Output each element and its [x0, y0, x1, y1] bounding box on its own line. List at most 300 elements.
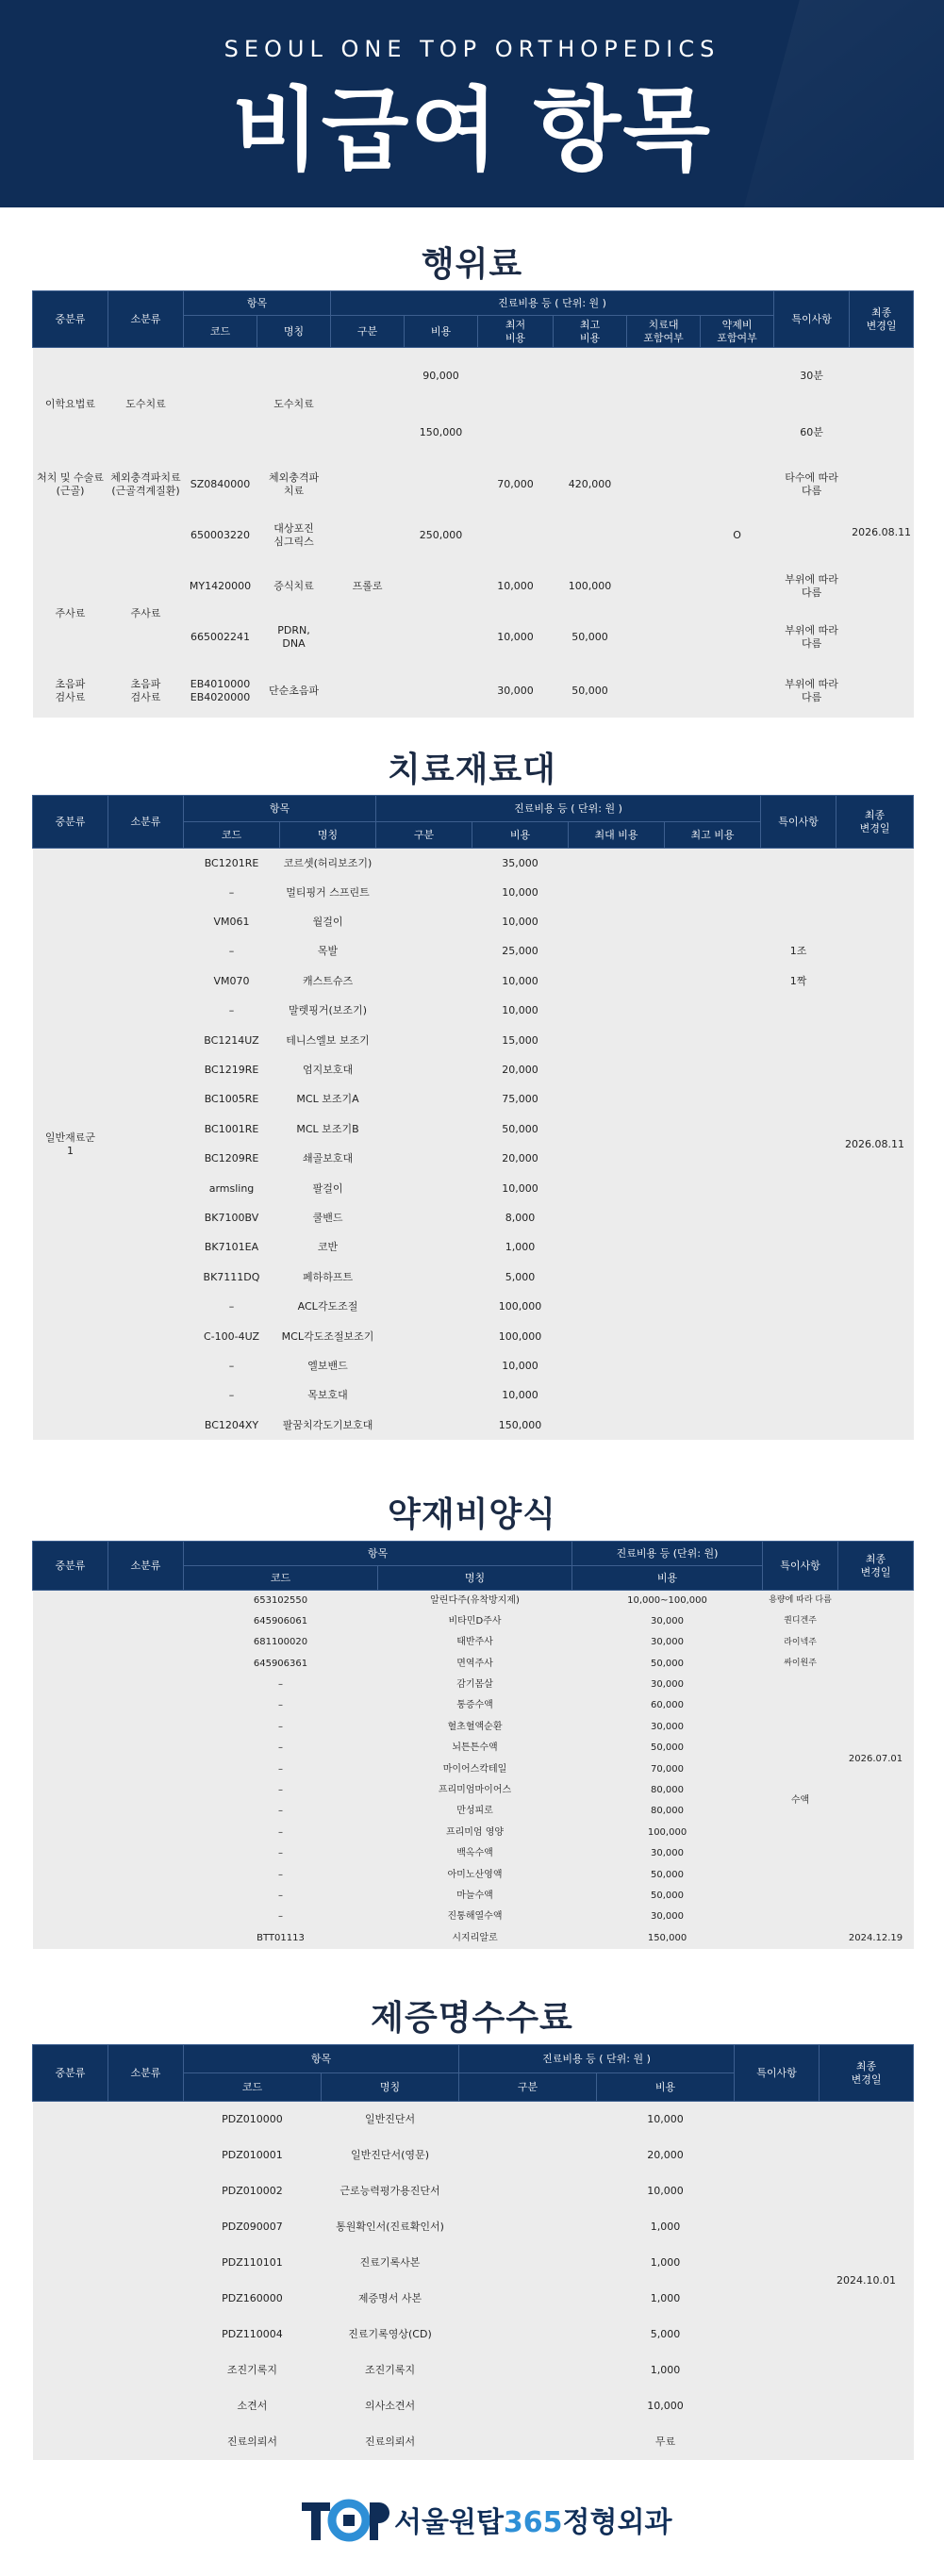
cell-gubun — [376, 1085, 472, 1115]
cell-cost: 80,000 — [572, 1780, 763, 1801]
cell-cost: 10,000 — [472, 966, 569, 996]
cell-code: – — [184, 1865, 378, 1886]
cell-code: – — [184, 1738, 378, 1759]
cell-drug — [701, 348, 774, 405]
col-cost-group: 진료비용 등 ( 단위: 원 ) — [459, 2045, 735, 2073]
cell-code: – — [184, 1780, 378, 1801]
cell-name: 대상포진 심그릭스 — [257, 508, 331, 563]
col-note: 특이사항 — [761, 796, 836, 849]
cell-note: 60분 — [774, 405, 850, 461]
cell-name: MCL각도조절보조기 — [280, 1322, 376, 1351]
cell-note: 용량에 따라 다름 — [763, 1591, 838, 1611]
cell-cost: 10,000 — [472, 1174, 569, 1203]
cell-cost: 30,000 — [572, 1907, 763, 1927]
cell-min-cost — [665, 1381, 761, 1411]
cell-max-cost — [569, 1174, 665, 1203]
cell-code: 650003220 — [184, 508, 257, 563]
cell-gubun — [376, 1233, 472, 1263]
cell-name: MCL 보조기A — [280, 1085, 376, 1115]
cell-gubun — [376, 1174, 472, 1203]
cell-gubun — [331, 461, 405, 508]
cell-name: 진료기록사본 — [322, 2245, 459, 2281]
col-minor: 소분류 — [108, 796, 184, 849]
cell-low: 10,000 — [478, 610, 554, 665]
col-treat: 치료대 포함여부 — [627, 316, 701, 348]
cell-treat — [627, 461, 701, 508]
col-code: 코드 — [184, 2073, 322, 2102]
cell-note: 1짝 — [761, 966, 836, 996]
cell-cost: 50,000 — [572, 1865, 763, 1886]
cell-code: VM070 — [184, 966, 280, 996]
cell-code: – — [184, 1717, 378, 1738]
cell-cost — [405, 563, 478, 610]
cell-code: BC1001RE — [184, 1115, 280, 1144]
cell-code: PDZ010002 — [184, 2173, 322, 2209]
cell-cost: 100,000 — [472, 1292, 569, 1321]
cell-high: 50,000 — [554, 665, 627, 718]
col-high: 최고 비용 — [554, 316, 627, 348]
cell-code: 645906361 — [184, 1654, 378, 1675]
cell-code: BC1209RE — [184, 1144, 280, 1173]
cell-drug — [701, 461, 774, 508]
cell-gubun — [376, 966, 472, 996]
cell-code: PDZ160000 — [184, 2281, 322, 2317]
section-title-procedure: 행위료 — [421, 245, 523, 284]
cell-cost: 15,000 — [472, 1026, 569, 1055]
table-row — [33, 461, 914, 508]
cell-note: 라이넥주 — [763, 1632, 838, 1653]
col-major: 중분류 — [33, 2045, 108, 2102]
cell-note: 1조 — [761, 937, 836, 966]
cell-max-cost — [569, 1085, 665, 1115]
cell-name: 팔걸이 — [280, 1174, 376, 1203]
col-note: 특이사항 — [763, 1542, 838, 1591]
cell-gubun — [376, 1263, 472, 1292]
table-row — [33, 348, 914, 405]
cell-high: 50,000 — [554, 610, 627, 665]
col-code: 코드 — [184, 316, 257, 348]
cell-name: 프리미엄 영양 — [378, 1823, 572, 1843]
cell-cost: 250,000 — [405, 508, 478, 563]
col-item: 항목 — [184, 1542, 572, 1566]
col-cost-group: 진료비용 등 ( 단위: 원 ) — [331, 291, 774, 316]
cell-gubun — [459, 2209, 597, 2245]
cell-cost: 100,000 — [572, 1823, 763, 1843]
cell-cost: 1,000 — [597, 2245, 735, 2281]
cell-cost: 8,000 — [472, 1203, 569, 1232]
cell-max-cost — [569, 966, 665, 996]
cell-name: 아미노산영액 — [378, 1865, 572, 1886]
cell-gubun — [459, 2424, 597, 2460]
cell-name: 마늘수액 — [378, 1886, 572, 1907]
cell-code: BC1219RE — [184, 1055, 280, 1084]
col-gubun: 구분 — [331, 316, 405, 348]
cell-name: 태반주사 — [378, 1632, 572, 1653]
col-code: 코드 — [184, 822, 280, 849]
cell-treat — [627, 348, 701, 405]
cell-code: BC1201RE — [184, 849, 280, 878]
cell-note: 30분 — [774, 348, 850, 405]
col-item: 항목 — [184, 796, 376, 822]
cell-minor: 주사료 — [108, 563, 184, 665]
cell-gubun — [376, 1203, 472, 1232]
cell-note: 부위에 따라 다름 — [774, 610, 850, 665]
cell-gubun — [376, 1055, 472, 1084]
cell-cost: 50,000 — [572, 1886, 763, 1907]
cell-note — [763, 1928, 838, 1949]
cell-gubun — [331, 610, 405, 665]
cell-note: 수액 — [763, 1675, 838, 1928]
cell-cost: 5,000 — [472, 1263, 569, 1292]
cell-cost: 20,000 — [472, 1055, 569, 1084]
cell-cost: 150,000 — [405, 405, 478, 461]
cell-major: 처치 및 수술료 (근골) — [33, 461, 108, 508]
procedure-fee-table — [32, 290, 914, 718]
cell-name: 쇄골보호대 — [280, 1144, 376, 1173]
col-changed: 최종 변경일 — [838, 1542, 914, 1591]
cell-code: 조진기록지 — [184, 2353, 322, 2388]
cell-low: 70,000 — [478, 461, 554, 508]
cell-name: 말렛핑거(보조기) — [280, 996, 376, 1025]
col-gubun: 구분 — [459, 2073, 597, 2102]
cell-minor — [108, 1591, 184, 1950]
cell-code: – — [184, 1759, 378, 1780]
col-cost: 비용 — [405, 316, 478, 348]
cell-gubun — [459, 2388, 597, 2424]
cell-high: 100,000 — [554, 563, 627, 610]
col-max-cost: 최대 비용 — [569, 822, 665, 849]
cell-gubun — [376, 937, 472, 966]
cell-major: 초음파 검사료 — [33, 665, 108, 718]
cell-code: BK7101EA — [184, 1233, 280, 1263]
cell-min-cost — [665, 1203, 761, 1232]
cell-treat — [627, 610, 701, 665]
cell-gubun — [331, 348, 405, 461]
cell-cost: 10,000 — [472, 878, 569, 907]
cell-name: 혈초혈액순환 — [378, 1717, 572, 1738]
cell-name: 단순초음파 — [257, 665, 331, 718]
cell-note — [761, 1233, 836, 1263]
cell-gubun — [376, 907, 472, 936]
cell-name: 코반 — [280, 1233, 376, 1263]
cell-code: BC1005RE — [184, 1085, 280, 1115]
cell-cost: 1,000 — [597, 2353, 735, 2388]
col-name: 명칭 — [280, 822, 376, 849]
cell-name: 진료의뢰서 — [322, 2424, 459, 2460]
brand-number: 365 — [503, 2506, 563, 2539]
cell-name: 멀티핑거 스프린트 — [280, 878, 376, 907]
cell-treat — [627, 563, 701, 610]
cell-note: 부위에 따라 다름 — [774, 563, 850, 610]
cell-name: 페하하프트 — [280, 1263, 376, 1292]
cell-cost: 10,000 — [472, 1351, 569, 1380]
cell-max-cost — [569, 1144, 665, 1173]
cell-gubun — [376, 1292, 472, 1321]
cell-max-cost — [569, 1115, 665, 1144]
col-cost: 비용 — [572, 1566, 763, 1591]
cell-minor — [108, 849, 184, 1441]
cell-name: MCL 보조기B — [280, 1115, 376, 1144]
cell-cost: 150,000 — [572, 1928, 763, 1949]
cell-name: 증식치료 — [257, 563, 331, 610]
cell-min-cost — [665, 1115, 761, 1144]
section-title-drugs: 약재비양식 — [388, 1495, 556, 1534]
cell-high: 420,000 — [554, 461, 627, 508]
cell-cost: 1,000 — [597, 2281, 735, 2317]
cell-cost: 50,000 — [572, 1654, 763, 1675]
col-minor: 소분류 — [108, 291, 184, 348]
cell-high — [554, 405, 627, 461]
cell-name: 진료기록영상(CD) — [322, 2317, 459, 2353]
table-row — [33, 563, 914, 610]
cell-gubun — [376, 1026, 472, 1055]
cell-note: 부위에 따라 다름 — [774, 665, 850, 718]
cell-code: PDZ010000 — [184, 2102, 322, 2138]
cell-gubun — [459, 2317, 597, 2353]
cell-min-cost — [665, 1233, 761, 1263]
cell-max-cost — [569, 937, 665, 966]
drug-table — [32, 1541, 914, 1949]
cell-name: 체외충격파 치료 — [257, 461, 331, 508]
cell-max-cost — [569, 1026, 665, 1055]
cell-high — [554, 508, 627, 563]
cell-name: 만성피로 — [378, 1801, 572, 1822]
col-item: 항목 — [184, 2045, 459, 2073]
cell-gubun — [459, 2102, 597, 2138]
cell-low — [478, 508, 554, 563]
cell-min-cost — [665, 849, 761, 878]
cell-max-cost — [569, 1233, 665, 1263]
cell-min-cost — [665, 937, 761, 966]
cell-code: PDZ010001 — [184, 2138, 322, 2173]
col-item: 항목 — [184, 291, 331, 316]
col-minor: 소분류 — [108, 2045, 184, 2102]
cell-gubun — [331, 665, 405, 718]
cell-gubun — [459, 2138, 597, 2173]
col-gubun: 구분 — [376, 822, 472, 849]
cell-gubun — [376, 1411, 472, 1440]
cell-minor — [108, 508, 184, 563]
cell-note — [761, 1115, 836, 1144]
cell-changed: 2024.10.01 — [820, 2102, 914, 2460]
cell-gubun — [376, 1144, 472, 1173]
cell-code: – — [184, 1886, 378, 1907]
cell-low — [478, 348, 554, 405]
footer — [0, 2485, 944, 2551]
cell-major: 주사료 — [33, 563, 108, 665]
cell-name: 감기몸살 — [378, 1675, 572, 1695]
certificate-fee-table — [32, 2044, 914, 2460]
cell-note — [761, 1292, 836, 1321]
col-major: 중분류 — [33, 291, 108, 348]
cell-max-cost — [569, 1203, 665, 1232]
col-changed: 최종 변경일 — [850, 291, 914, 348]
header-title: 비급여 항목 — [231, 77, 713, 183]
cell-max-cost — [569, 878, 665, 907]
cell-note — [761, 1411, 836, 1440]
cell-note — [761, 907, 836, 936]
cell-cost: 75,000 — [472, 1085, 569, 1115]
header-subtitle: SEOUL ONE TOP ORTHOPEDICS — [224, 36, 720, 62]
cell-cost: 30,000 — [572, 1632, 763, 1653]
cell-drug — [701, 665, 774, 718]
cell-cost: 90,000 — [405, 348, 478, 405]
cell-name: 근로능력평가용진단서 — [322, 2173, 459, 2209]
cell-cost: 50,000 — [472, 1115, 569, 1144]
cell-note — [761, 1085, 836, 1115]
cell-code: EB4010000 EB4020000 — [184, 665, 257, 718]
col-name: 명칭 — [378, 1566, 572, 1591]
materials-table — [32, 795, 914, 1440]
cell-note — [761, 996, 836, 1025]
cell-name: 조진기록지 — [322, 2353, 459, 2388]
cell-name: ACL각도조절 — [280, 1292, 376, 1321]
cell-code: – — [184, 1381, 280, 1411]
cell-name: 백옥수액 — [378, 1843, 572, 1864]
cell-min-cost — [665, 878, 761, 907]
cell-note — [761, 1381, 836, 1411]
cell-name: 통증수액 — [378, 1695, 572, 1716]
cell-min-cost — [665, 1263, 761, 1292]
cell-code — [184, 348, 257, 461]
cell-code: – — [184, 1351, 280, 1380]
cell-cost — [405, 665, 478, 718]
cell-note — [761, 1322, 836, 1351]
cell-code: – — [184, 937, 280, 966]
cell-major: 일반재료군 1 — [33, 849, 108, 1441]
cell-max-cost — [569, 849, 665, 878]
cell-major — [33, 2102, 108, 2460]
cell-minor: 초음파 검사료 — [108, 665, 184, 718]
cell-changed: 2024.12.19 — [838, 1928, 914, 1949]
cell-low: 30,000 — [478, 665, 554, 718]
cell-name: 코르셋(허리보조기) — [280, 849, 376, 878]
cell-code: BC1204XY — [184, 1411, 280, 1440]
cell-name: 알린다주(유착방지제) — [378, 1591, 572, 1611]
cell-name: 의사소견서 — [322, 2388, 459, 2424]
cell-cost: 30,000 — [572, 1611, 763, 1632]
cell-gubun — [459, 2245, 597, 2281]
table-row — [33, 1591, 914, 1611]
cell-code: – — [184, 1292, 280, 1321]
cell-code: – — [184, 1695, 378, 1716]
cell-note — [761, 1174, 836, 1203]
cell-name: 월걸이 — [280, 907, 376, 936]
col-name: 명칭 — [257, 316, 331, 348]
cell-max-cost — [569, 1411, 665, 1440]
cell-cost: 30,000 — [572, 1843, 763, 1864]
cell-note — [761, 1026, 836, 1055]
cell-treat — [627, 405, 701, 461]
hospital-brand-name — [394, 2499, 671, 2540]
cell-min-cost — [665, 907, 761, 936]
cell-name: 면역주사 — [378, 1654, 572, 1675]
col-code: 코드 — [184, 1566, 378, 1591]
cell-code: – — [184, 1907, 378, 1927]
cell-min-cost — [665, 966, 761, 996]
col-cost: 비용 — [597, 2073, 735, 2102]
cell-code: BTT01113 — [184, 1928, 378, 1949]
col-major: 중분류 — [33, 1542, 108, 1591]
cell-max-cost — [569, 996, 665, 1025]
cell-note: 싸이원주 — [763, 1654, 838, 1675]
cell-max-cost — [569, 1351, 665, 1380]
cell-min-cost — [665, 1351, 761, 1380]
cell-name: 목발 — [280, 937, 376, 966]
cell-note — [761, 1144, 836, 1173]
cell-name: 시지리알로 — [378, 1928, 572, 1949]
cell-name: 뇌튼튼수액 — [378, 1738, 572, 1759]
cell-note — [761, 1263, 836, 1292]
cell-code: – — [184, 1843, 378, 1864]
cell-min-cost — [665, 1292, 761, 1321]
cell-gubun — [376, 1322, 472, 1351]
cell-code: 진료의뢰서 — [184, 2424, 322, 2460]
cell-max-cost — [569, 1381, 665, 1411]
cell-name: 프리미엄마이어스 — [378, 1780, 572, 1801]
cell-name: 비타민D주사 — [378, 1611, 572, 1632]
cell-note — [761, 1055, 836, 1084]
cell-minor — [108, 2102, 184, 2460]
col-low: 최저 비용 — [478, 316, 554, 348]
cell-note — [761, 878, 836, 907]
cell-note — [774, 508, 850, 563]
cell-cost: 1,000 — [472, 1233, 569, 1263]
cell-max-cost — [569, 1263, 665, 1292]
section-title-materials: 치료재료대 — [388, 751, 556, 789]
cell-gubun — [459, 2353, 597, 2388]
cell-name: 엘보밴드 — [280, 1351, 376, 1380]
table-row — [33, 2102, 914, 2138]
col-changed: 최종 변경일 — [820, 2045, 914, 2102]
cell-drug — [701, 405, 774, 461]
cell-min-cost — [665, 1055, 761, 1084]
cell-code: C-100-4UZ — [184, 1322, 280, 1351]
cell-cost: 10,000 — [472, 996, 569, 1025]
cell-code: 681100020 — [184, 1632, 378, 1653]
col-cost-group: 진료비용 등 ( 단위: 원 ) — [376, 796, 761, 822]
cell-gubun — [376, 849, 472, 878]
cell-cost — [405, 610, 478, 665]
cell-min-cost — [665, 1085, 761, 1115]
cell-max-cost — [569, 1292, 665, 1321]
cell-name: 엄지보호대 — [280, 1055, 376, 1084]
cell-cost: 10,000 — [472, 907, 569, 936]
cell-code: PDZ110004 — [184, 2317, 322, 2353]
cell-changed: 2026.07.01 — [838, 1591, 914, 1928]
cell-name: 일반진단서 — [322, 2102, 459, 2138]
col-drug: 약제비 포함여부 — [701, 316, 774, 348]
cell-max-cost — [569, 1055, 665, 1084]
brand-part-a: 서울원탑 — [394, 2506, 504, 2539]
cell-cost: 25,000 — [472, 937, 569, 966]
cell-cost: 10,000~100,000 — [572, 1591, 763, 1611]
cell-name: 도수치료 — [257, 348, 331, 461]
cell-drug: O — [701, 508, 774, 563]
cell-treat — [627, 508, 701, 563]
cell-code: – — [184, 996, 280, 1025]
cell-note — [735, 2102, 820, 2460]
cell-min-cost — [665, 996, 761, 1025]
cell-cost: 50,000 — [572, 1738, 763, 1759]
page-header — [0, 0, 944, 207]
col-changed: 최종 변경일 — [836, 796, 914, 849]
cell-gubun — [376, 1115, 472, 1144]
col-note: 특이사항 — [774, 291, 850, 348]
cell-name: 쿨밴드 — [280, 1203, 376, 1232]
cell-note: 퀀디겐주 — [763, 1611, 838, 1632]
cell-drug — [701, 610, 774, 665]
